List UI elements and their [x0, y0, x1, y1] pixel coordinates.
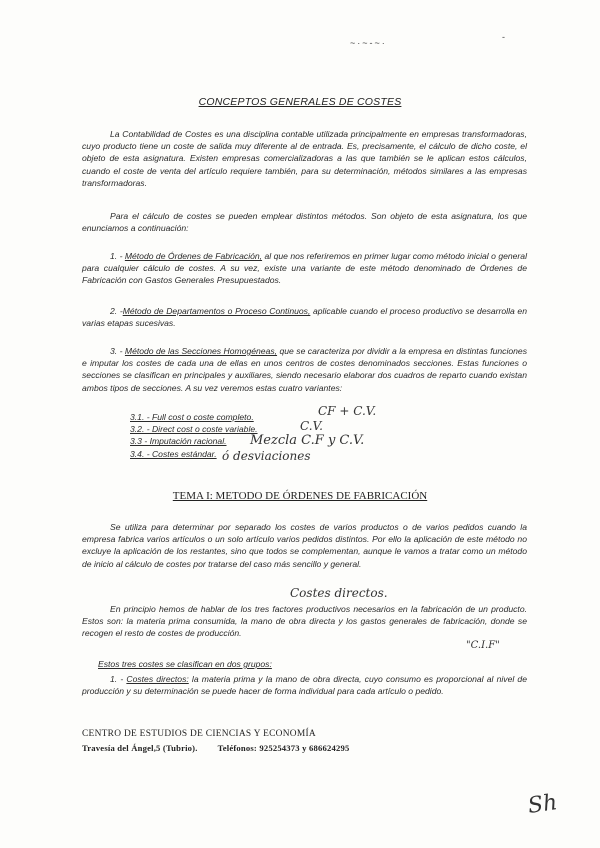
method-item-1: [82, 250, 527, 287]
section-item-1-name: Costes directos:: [126, 674, 189, 684]
section-paragraph-2: En principio hemos de hablar de los tres factores productivos necesarios en la fabricación de un producto. Estos son: la materia prima consumida, la mano de obra directa y los gastos generales de fabricación, donde se recogen el resto de costes de producción.: [82, 604, 527, 639]
variant-item: 3.2. - Direct cost o coste variable.: [130, 424, 258, 435]
section-item-1: [82, 673, 527, 697]
method-item-3: [82, 345, 527, 394]
footer-address: Travesía del Ángel,5 (Tubrio).: [82, 743, 198, 753]
method-1-text: al que nos referiremos en primer lugar como método inicial o general para cualquier cálculo de costes. A su vez, existe una variante de este método denominado de Órdenes de Fabricación con Gastos Generales Presupuestados.: [82, 251, 527, 286]
section-paragraph-3: Estos tres costes se clasifican en dos grupos:: [98, 659, 272, 669]
top-scribble: ~·~-~·: [350, 38, 387, 48]
page-title: CONCEPTOS GENERALES DE COSTES: [198, 96, 402, 108]
method-item-2: [82, 305, 527, 329]
method-1-name: Método de Órdenes de Fabricación,: [124, 251, 263, 261]
handwritten-note-costes-directos: Costes directos.: [290, 586, 388, 600]
method-2-marker: 2. -: [110, 306, 123, 316]
methods-intro: Para el cálculo de costes se pueden emplear distintos métodos. Son objeto de esta asignatura, los que enunciamos a continuación:: [82, 211, 527, 234]
handwritten-note-v1: CF + C.V.: [318, 404, 377, 418]
handwritten-note-cif: "C.I.F": [466, 640, 500, 651]
footer-institution: CENTRO DE ESTUDIOS DE CIENCIAS Y ECONOMÍA: [82, 729, 316, 739]
handwritten-note-v4: ó desviaciones: [222, 449, 311, 463]
section-item-1-text: la materia prima y la mano de obra directa, cuyo consumo es proporcional al nivel de producción y su determinación se puede hacer de forma individual para cada artículo o pedido.: [82, 674, 527, 697]
intro-paragraph: La Contabilidad de Costes es una disciplina contable utilizada principalmente en empresas transformadoras, cuyo producto tiene un coste de salida muy diferente al de entrada. Es, precisamente, el cálculo de dicho coste, el objeto de esta asignatura. Existen empresas comercializadoras a las que también se le aplican estos cálculos, cuando el coste de venta del artículo requiere también, para su determinación, métodos similares a las empresas transformadoras.: [82, 129, 527, 188]
variant-item: 3.4. - Costes estándar.: [130, 448, 217, 459]
variant-item: 3.3 - Imputación racional.: [130, 436, 227, 447]
handwritten-note-v3: Mezcla C.F y C.V.: [250, 433, 365, 448]
footer-contact: [82, 743, 349, 753]
variant-item: 3.1. - Full cost o coste completo.: [130, 412, 254, 422]
method-2-name: Método de Departamentos o Proceso Continuos,: [122, 306, 311, 316]
method-2-text: aplicable cuando el proceso productivo se desarrolla en varias etapas sucesivas.: [82, 306, 527, 329]
section-item-1-marker: 1. -: [110, 674, 127, 684]
method-3-name: Método de las Secciones Homogéneas,: [124, 346, 278, 356]
method-3-marker: 3. -: [110, 346, 125, 356]
handwritten-signature: Sh: [526, 790, 559, 819]
section-paragraph-1: Se utiliza para determinar por separado los costes de varios productos o de varios pedidos cuando la empresa fabrica varios artículos o un solo artículo varios pedidos distintos. Por ello la aplicación de este método no excluye la aplicación de los restantes, sino que todos se complementan, aunque le vamos a tratar como un método de inicio al cálculo de costes por tratarse del caso más sencillo y general.: [82, 522, 527, 569]
method-1-marker: 1. -: [110, 251, 125, 261]
footer-phones: Teléfonos: 925254373 y 686624295: [217, 743, 350, 753]
method-3-text: que se caracteriza por dividir a la empresa en distintas funciones e imputar los costes de cada una de ellas en unos centros de costes denominados secciones. Estas funciones o secciones se clasifican en principales y auxiliares, siendo necesario elaborar dos cuadros de reparto cuando existan ambos tipos de secciones. A su vez veremos estas cuatro variantes:: [82, 346, 527, 393]
top-right-mark: -: [502, 32, 505, 42]
section-title: TEMA I: METODO DE ÓRDENES DE FABRICACIÓN: [172, 490, 428, 502]
handwritten-note-v2: C.V.: [300, 419, 323, 433]
